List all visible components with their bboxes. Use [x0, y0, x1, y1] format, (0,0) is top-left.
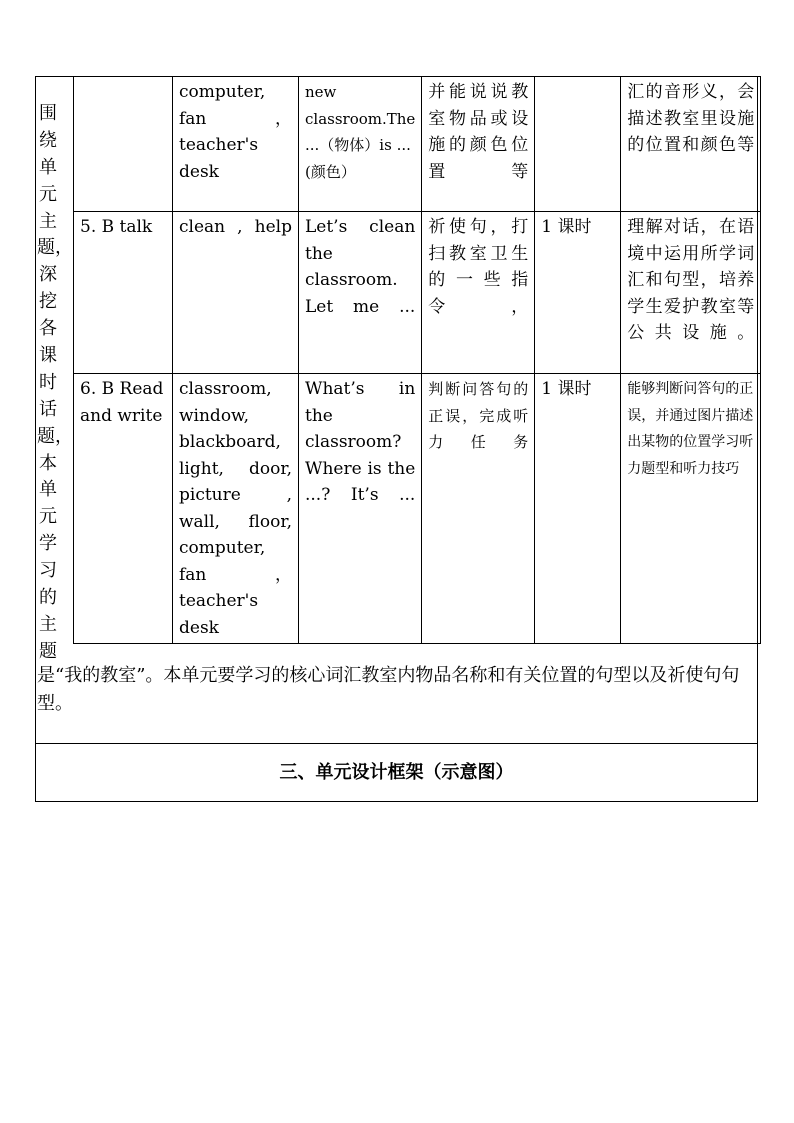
- section-title: 三、单元设计框架（示意图）: [279, 762, 514, 783]
- unit-summary-paragraph: 是“我的教室”。本单元要学习的核心词汇教室内物品名称和有关位置的句型以及祈使句句型。: [37, 665, 740, 714]
- goal-cell: 判断问答句的正误，完成听力任务: [422, 374, 535, 644]
- left-column-char: 本: [39, 452, 57, 474]
- objective-cell: 汇的音形义，会描述教室里设施的位置和颜色等: [621, 77, 761, 212]
- left-column-char: 元: [39, 506, 57, 528]
- goal-cell: 祈使句，打扫教室卫生的一些指令，: [422, 212, 535, 374]
- left-column-char: 课: [39, 345, 57, 367]
- lesson-cell: 5. B talk: [74, 212, 173, 374]
- left-column-char: 话: [39, 398, 57, 420]
- left-column-char: 主: [39, 613, 57, 635]
- words-cell: clean , help: [173, 212, 299, 374]
- table-row: [74, 212, 761, 374]
- objective-cell: 能够判断问答句的正误，并通过图片描述出某物的位置学习听力题型和听力技巧: [621, 374, 761, 644]
- hours-cell: 1 课时: [535, 212, 621, 374]
- table-row: [74, 374, 761, 644]
- goal-cell: 并能说说教室物品或设施的颜色位置等: [422, 77, 535, 212]
- left-column-char: 的: [39, 587, 57, 609]
- left-column-char: 学: [39, 533, 57, 555]
- left-column-char: 习: [39, 560, 57, 582]
- left-column-char: 元: [39, 183, 57, 205]
- left-column-char: 时: [39, 371, 57, 393]
- left-column-char: 单: [39, 156, 57, 178]
- lesson-table: [73, 76, 761, 644]
- left-column-char: 主: [39, 210, 57, 232]
- left-column-char: 题，: [37, 237, 73, 259]
- objective-cell: 理解对话，在语境中运用所学词汇和句型，培养学生爱护教室等公共设施。: [621, 212, 761, 374]
- left-column-char: 挖: [39, 291, 57, 313]
- words-cell: classroom, window, blackboard, light, door, picture , wall, floor, computer, fan，teacher's desk: [173, 374, 299, 644]
- left-column-char: 绕: [39, 129, 57, 151]
- hours-cell: 1 课时: [535, 374, 621, 644]
- lesson-cell: [74, 77, 173, 212]
- left-vertical-text: [37, 101, 73, 666]
- hours-cell: [535, 77, 621, 212]
- left-column-char: 各: [39, 318, 57, 340]
- sentences-cell: Let’s clean the classroom. Let me ...: [299, 212, 422, 374]
- left-column-char: 围: [39, 103, 57, 124]
- sentences-cell: new classroom.The ...（物体）is ...(颜色）: [299, 77, 422, 212]
- left-column-char: 深: [39, 264, 57, 286]
- left-column-char: 题: [39, 640, 57, 662]
- sentences-cell: What’s in the classroom? Where is the ...? It’s ...: [299, 374, 422, 644]
- lesson-cell: 6. B Read and write: [74, 374, 173, 644]
- divider: [35, 743, 758, 744]
- left-column-char: 单: [39, 479, 57, 501]
- table-row: [74, 77, 761, 212]
- words-cell: computer, fan，teacher's desk: [173, 77, 299, 212]
- left-column-char: 题，: [37, 425, 73, 447]
